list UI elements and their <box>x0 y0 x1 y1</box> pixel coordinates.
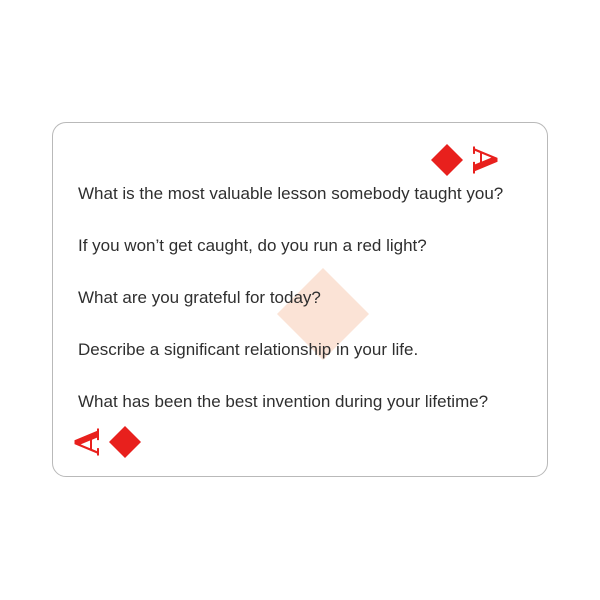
top-corner-index <box>431 143 505 177</box>
question-item: Describe a significant relationship in your life. <box>78 340 419 359</box>
rank-label-bottom: A <box>68 428 109 456</box>
question-item: What are you grateful for today? <box>78 288 321 307</box>
bottom-corner-index <box>68 425 141 459</box>
diamond-icon <box>109 426 141 458</box>
diamond-icon <box>431 144 463 176</box>
question-item: What is the most valuable lesson somebody taught you? <box>78 184 504 203</box>
rank-label-top: A <box>464 146 505 174</box>
question-card <box>52 122 548 477</box>
question-item: If you won’t get caught, do you run a red light? <box>78 236 427 255</box>
question-list <box>78 183 503 443</box>
question-item: What has been the best invention during your lifetime? <box>78 392 489 411</box>
